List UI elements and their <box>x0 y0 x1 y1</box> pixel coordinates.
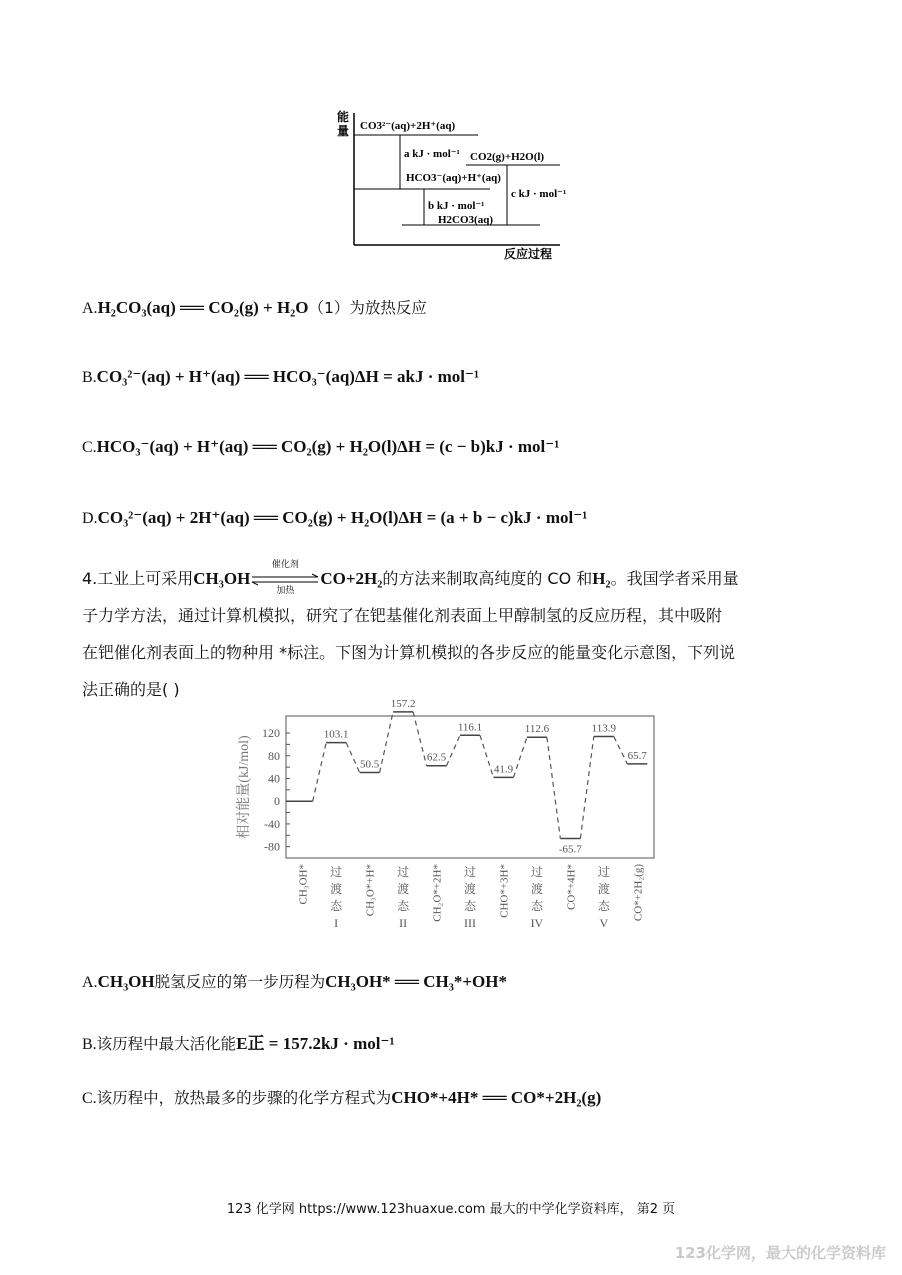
chart-ytick-label: 120 <box>262 726 280 741</box>
gap-c-label: c kJ · mol⁻¹ <box>511 188 567 200</box>
q4-reactant: CH₃OH <box>193 569 251 588</box>
equilibrium-arrow-icon <box>250 574 320 586</box>
q4-line1-end: 。我国学者采用量 <box>610 569 739 588</box>
q4-option-a <box>82 970 507 992</box>
option-equation: CO₃²⁻(aq) + H⁺(aq) ══ HCO₃⁻(aq)ΔH = akJ · mol⁻¹ <box>96 367 480 386</box>
option-equation: HCO₃⁻(aq) + H⁺(aq) ══ CO₂(g) + H₂O(l)ΔH = (c − b)kJ · mol⁻¹ <box>96 437 560 456</box>
q4-number: 4. <box>82 569 98 588</box>
q4-stem <box>82 560 822 708</box>
connector-dashed-line <box>547 737 560 838</box>
chart-xtick-label: 过 <box>330 865 343 879</box>
connector-dashed-line <box>447 735 460 765</box>
energy-value-label: 112.6 <box>524 723 550 736</box>
chart-xtick-label: 过 <box>397 865 410 879</box>
chart-xtick-label: CO*+4H* <box>565 864 578 910</box>
q4-product: CO+2H₂ <box>320 569 383 588</box>
gap-b-label: b kJ · mol⁻¹ <box>428 200 485 212</box>
diagram1-xlabel: 反应过程 <box>504 247 553 261</box>
energy-value-label: 113.9 <box>591 722 616 735</box>
arrow-bottom-label: 加热 <box>276 585 295 596</box>
chart-xtick-label: 渡 <box>597 882 610 896</box>
energy-diagram-carbonate <box>330 105 570 265</box>
level-top-label: CO3²⁻(aq)+2H⁺(aq) <box>360 120 456 132</box>
diagram1-ylabel-1: 能 <box>337 110 350 124</box>
connector-dashed-line <box>413 712 426 766</box>
watermark: 123化学网，最大的化学资料库 <box>674 1244 886 1262</box>
q4-option-c <box>82 1086 601 1108</box>
energy-value-label: 157.2 <box>390 697 416 710</box>
energy-value-label: 41.9 <box>493 763 514 776</box>
gap-a-label: a kJ · mol⁻¹ <box>404 148 460 160</box>
connector-dashed-line <box>380 712 393 773</box>
q4-reaction-arrow <box>250 559 320 596</box>
chart-xtick-label: 渡 <box>463 882 477 896</box>
option-equation: CH₃OH <box>97 972 155 991</box>
option-text: （1）为放热反应 <box>308 299 427 317</box>
option-equation: CO₃²⁻(aq) + 2H⁺(aq) ══ CO₂(g) + H₂O(l)ΔH = (a + b − c)kJ · mol⁻¹ <box>97 508 588 527</box>
q3-option-c <box>82 437 559 457</box>
chart-xtick-label: 渡 <box>330 882 343 896</box>
chart-xtick-label: CH₃OH* <box>297 864 310 905</box>
chart-xtick-label: 态 <box>397 899 410 913</box>
chart-xtick-label: 渡 <box>530 882 543 896</box>
chart-xtick-label: CO*+2H₂(g) <box>632 864 645 922</box>
chart-ytick-label: 40 <box>268 771 280 786</box>
option-equation-2: CH₃OH* ══ CH₃*+OH* <box>325 972 507 991</box>
chart-xtick-label: I <box>334 916 339 930</box>
energy-value-label: 50.5 <box>360 758 380 771</box>
connector-dashed-line <box>313 743 326 802</box>
chart-xtick-label: 态 <box>330 899 343 913</box>
option-text: 脱氢反应的第一步历程为 <box>154 973 326 991</box>
q4-intro: 工业上可采用 <box>97 569 194 588</box>
level-mid-label: HCO3⁻(aq)+H⁺(aq) <box>406 172 501 184</box>
chart-ytick-label: -80 <box>264 839 280 854</box>
q4-line-4: 法正确的是( ) <box>82 680 180 699</box>
chart-xtick-label: 态 <box>463 899 477 913</box>
chart-ytick-label: 80 <box>268 748 280 763</box>
option-label: C. <box>82 439 97 456</box>
q4-h2: H₂ <box>592 569 611 588</box>
option-label: D. <box>82 510 98 527</box>
chart-xtick-label: 渡 <box>397 882 410 896</box>
option-label: B. <box>82 369 97 386</box>
chart-xtick-label: 态 <box>597 899 610 913</box>
option-text: 该历程中最大活化能 <box>96 1035 237 1053</box>
connector-dashed-line <box>580 737 593 839</box>
chart-xtick-label: CH₃O*+H* <box>364 864 377 917</box>
page-footer: 123 化学网 https://www.123huaxue.com 最大的中学化学资料库， 第2 页 <box>226 1202 676 1217</box>
chart-xtick-label: 过 <box>530 865 543 879</box>
level-bottom-label: H2CO3(aq) <box>438 214 493 226</box>
q4-option-b <box>82 1029 395 1054</box>
energy-value-label: 62.5 <box>426 751 447 764</box>
connector-dashed-line <box>346 743 359 773</box>
chart-ytick-label: -40 <box>264 816 280 831</box>
connector-dashed-line <box>614 737 627 764</box>
q4-line-2: 子力学方法，通过计算机模拟，研究了在钯基催化剂表面上甲醇制氢的反应历程，其中吸附 <box>82 606 723 625</box>
option-label: A. <box>82 974 98 991</box>
chart-xtick-label: 过 <box>597 865 610 879</box>
option-label: B. <box>82 1036 97 1053</box>
level-right-top-label: CO2(g)+H2O(l) <box>470 151 545 163</box>
q4-intro-after: 的方法来制取高纯度的 CO 和 <box>382 569 593 588</box>
option-label: C. <box>82 1090 97 1107</box>
chart-ylabel: 相对能量(kJ/mol) <box>237 735 252 839</box>
chart-xtick-label: CHO*+3H* <box>498 864 511 918</box>
energy-value-label: 65.7 <box>627 749 647 762</box>
connector-dashed-line <box>513 737 526 777</box>
arrow-top-label: 催化剂 <box>271 559 299 570</box>
chart-xtick-label: II <box>399 916 408 930</box>
option-equation: CHO*+4H* ══ CO*+2H₂(g) <box>391 1088 602 1107</box>
q4-line-1 <box>82 560 822 597</box>
chart-xtick-label: 态 <box>530 899 543 913</box>
energy-value-label: -65.7 <box>558 843 582 856</box>
energy-value-label: 116.1 <box>457 721 483 734</box>
chart-ytick-label: 0 <box>274 794 280 809</box>
chart-xtick-label: CH₂O*+2H* <box>431 864 444 922</box>
chart-xtick-label: III <box>464 916 476 930</box>
q4-line-3: 在钯催化剂表面上的物种用 *标注。下图为计算机模拟的各步反应的能量变化示意图，下列说 <box>82 643 736 662</box>
chart-xtick-label: IV <box>530 916 544 930</box>
chart-xtick-label: 过 <box>463 865 477 879</box>
chart-xtick-label: V <box>599 916 609 930</box>
q3-option-a <box>82 296 427 318</box>
option-equation: E正 = 157.2kJ · mol⁻¹ <box>236 1034 395 1053</box>
energy-value-label: 103.1 <box>323 728 349 741</box>
option-label: A. <box>82 300 98 317</box>
q3-option-d <box>82 508 587 528</box>
q3-option-b <box>82 367 479 387</box>
connector-dashed-line <box>480 735 493 777</box>
reaction-energy-chart <box>230 697 670 945</box>
option-text: 该历程中，放热最多的步骤的化学方程式为 <box>96 1089 392 1107</box>
diagram1-ylabel-2: 量 <box>337 124 350 138</box>
option-equation: H₂CO₃(aq) ══ CO₂(g) + H₂O <box>97 298 309 317</box>
